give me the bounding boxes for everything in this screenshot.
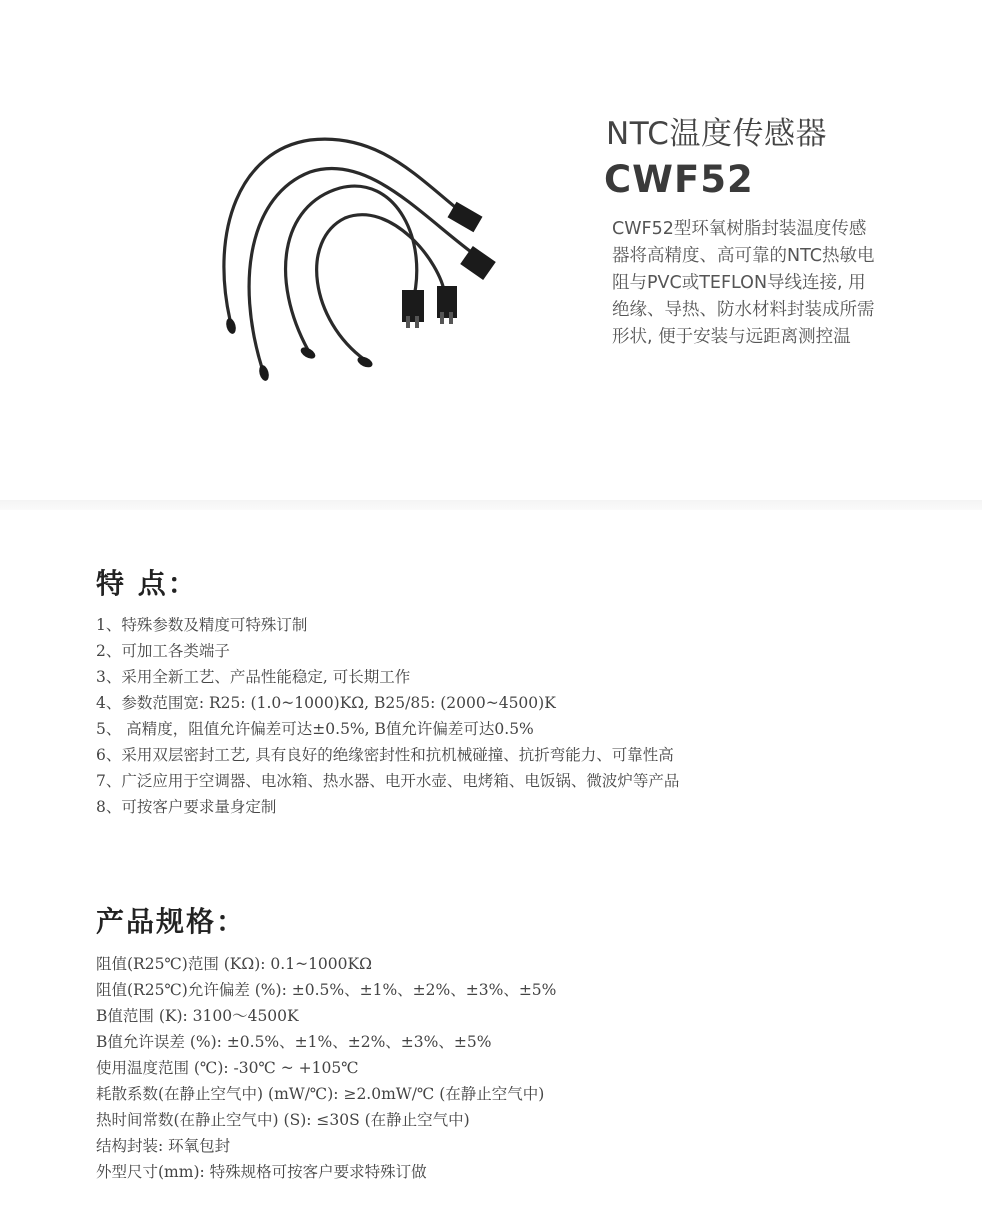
list-item: 7、广泛应用于空调器、电冰箱、热水器、电开水壶、电烤箱、电饭锅、微波炉等产品 [96,772,680,790]
list-item: 阻值(R25℃)允许偏差 (%): ±0.5%、±1%、±2%、±3%、±5% [96,981,557,999]
product-title: NTC温度传感器 [606,116,827,152]
product-hero [0,0,982,500]
list-item: 2、可加工各类端子 [96,642,230,660]
list-item: 4、参数范围宽: R25: (1.0~1000)KΩ, B25/85: (2000~4500)K [96,694,556,712]
list-item: 1、特殊参数及精度可特殊订制 [96,616,308,634]
list-item: 阻值(R25℃)范围 (KΩ): 0.1~1000KΩ [96,955,372,973]
section-divider [0,500,982,510]
features-heading: 特 点： [96,567,198,600]
list-item: 热时间常数(在静止空气中) (S): ≤30S (在静止空气中) [96,1111,470,1129]
list-item: 外型尺寸(mm): 特殊规格可按客户要求特殊订做 [96,1163,427,1181]
list-item: 耗散系数(在静止空气中) (mW/℃): ≥2.0mW/℃ (在静止空气中) [96,1085,545,1103]
list-item: 5、 高精度，阻值允许偏差可达±0.5%, B值允许偏差可达0.5% [96,720,534,738]
product-model: CWF52 [604,158,754,201]
list-item: 结构封装: 环氧包封 [96,1137,231,1155]
specs-list [96,951,556,1185]
product-description: CWF52型环氧树脂封装温度传感器将高精度、高可靠的NTC热敏电阻与PVC或TEFLON导线连接, 用绝缘、导热、防水材料封装成所需形状, 便于安装与远距离测控温 [612,219,875,347]
list-item: 使用温度范围 (℃): -30℃ ~ +105℃ [96,1059,359,1077]
list-item: B值允许误差 (%): ±0.5%、±1%、±2%、±3%、±5% [96,1033,492,1051]
list-item: B值范围 (K): 3100～4500K [96,1007,299,1025]
list-item: 8、可按客户要求量身定制 [96,798,277,816]
ntc-sensor-cables-image [200,110,530,400]
specs-heading: 产品规格： [96,905,247,938]
list-item: 6、采用双层密封工艺, 具有良好的绝缘密封性和抗机械碰撞、抗折弯能力、可靠性高 [96,746,674,764]
list-item: 3、采用全新工艺、产品性能稳定, 可长期工作 [96,668,411,686]
features-list [96,612,679,820]
